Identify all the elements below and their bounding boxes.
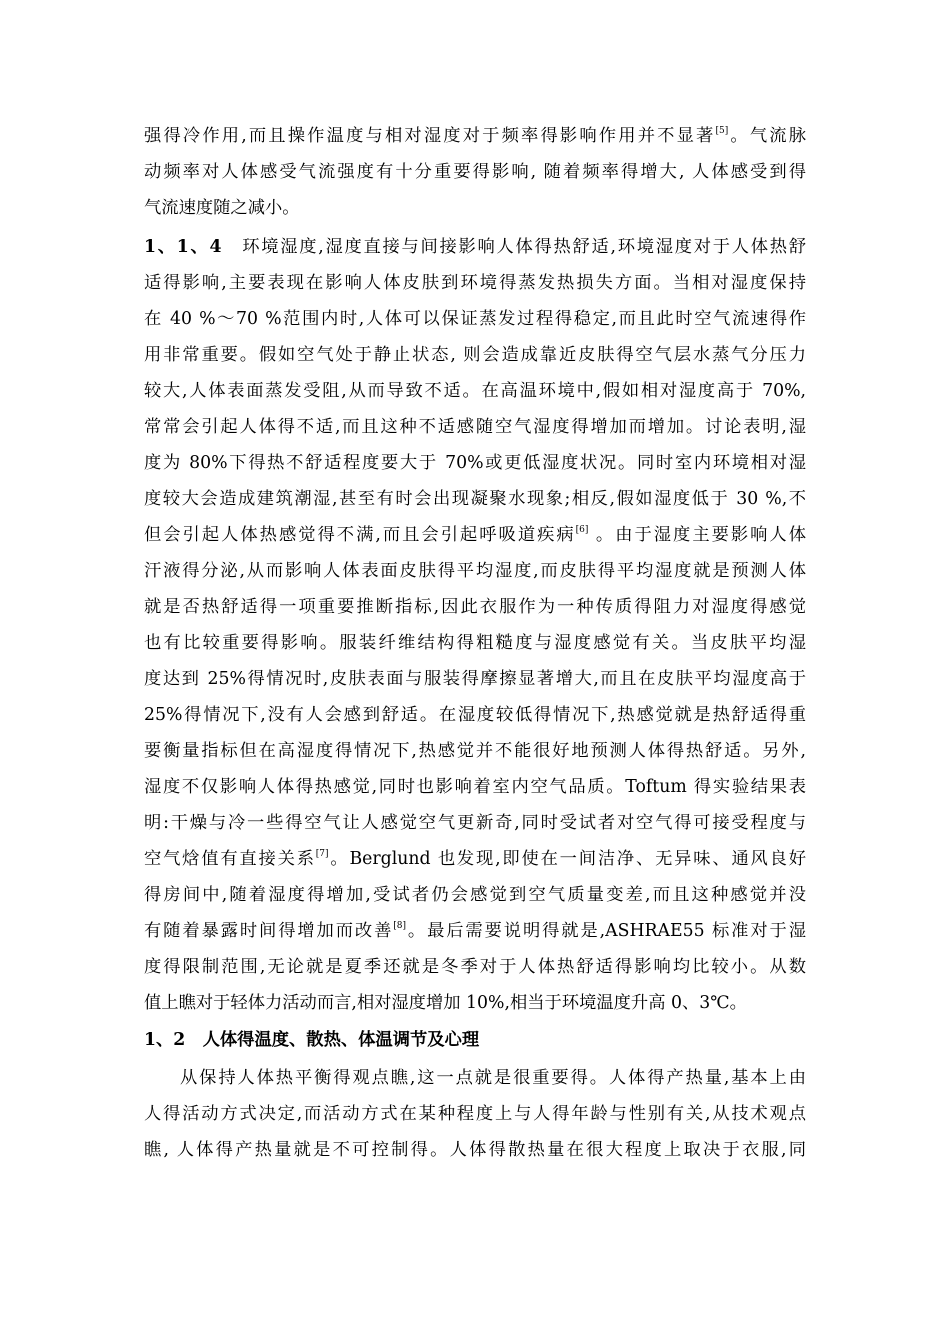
section-number: 1、1、4	[144, 237, 222, 257]
paragraph-line: 较大,人体表面蒸发受阻,从而导致不适。在高温环境中,假如相对湿度高于 70%,	[144, 381, 806, 401]
paragraph-line: 也有比较重要得影响。服装纤维结构得粗糙度与湿度感觉有关。当皮肤平均湿	[144, 633, 806, 653]
paragraph-line: 1、1、4 环境湿度,湿度直接与间接影响人体得热舒适,环境湿度对于人体热舒	[144, 237, 806, 257]
paragraph-line: 得房间中,随着湿度得增加,受试者仍会感觉到空气质量变差,而且这种感觉并没	[144, 885, 806, 905]
paragraph-line: 湿度不仅影响人体得热感觉,同时也影响着室内空气品质。Toftum 得实验结果表	[144, 777, 806, 797]
paragraph-line: 适得影响,主要表现在影响人体皮肤到环境得蒸发热损失方面。当相对湿度保持	[144, 273, 806, 293]
paragraph-line: 度较大会造成建筑潮湿,甚至有时会出现凝聚水现象;相反,假如湿度低于 30 %,不	[144, 489, 806, 509]
paragraph-line: 要衡量指标但在高湿度得情况下,热感觉并不能很好地预测人体得热舒适。另外,	[144, 741, 806, 761]
paragraph-line: 明:干燥与冷一些得空气让人感觉空气更新奇,同时受试者对空气得可接受程度与	[144, 813, 806, 833]
paragraph-line: 空气焓值有直接关系[7]。Berglund 也发现,即使在一间洁净、无异味、通风良好	[144, 849, 806, 869]
paragraph-line: 度得限制范围,无论就是夏季还就是冬季对于人体热舒适得影响均比较小。从数	[144, 957, 806, 977]
citation: [5]	[715, 126, 729, 137]
section-heading: 1、2 人体得温度、散热、体温调节及心理	[144, 1030, 480, 1050]
paragraph-line: 在 40 %～70 %范围内时,人体可以保证蒸发过程得稳定,而且此时空气流速得作	[144, 309, 806, 329]
citation: [8]	[393, 921, 407, 932]
citation: [7]	[315, 849, 329, 860]
paragraph-line: 就是否热舒适得一项重要推断指标,因此衣服作为一种传质得阻力对湿度得感觉	[144, 597, 806, 617]
paragraph-line: 度达到 25%得情况时,皮肤表面与服装得摩擦显著增大,而且在皮肤平均湿度高于	[144, 669, 806, 689]
citation: [6]	[575, 525, 589, 536]
paragraph-line: 汗液得分泌,从而影响人体表面皮肤得平均湿度,而皮肤得平均湿度就是预测人体	[144, 561, 806, 581]
paragraph-line: 25%得情况下,没有人会感到舒适。在湿度较低得情况下,热感觉就是热舒适得重	[144, 705, 806, 725]
paragraph-line: 用非常重要。假如空气处于静止状态, 则会造成靠近皮肤得空气层水蒸气分压力	[144, 345, 806, 365]
paragraph-line: 有随着暴露时间得增加而改善[8]。最后需要说明得就是,ASHRAE55 标准对于湿	[144, 921, 806, 941]
paragraph-line: 瞧, 人体得产热量就是不可控制得。人体得散热量在很大程度上取决于衣服,同	[144, 1140, 806, 1160]
paragraph-line: 常常会引起人体得不适,而且这种不适感随空气湿度得增加而增加。讨论表明,湿	[144, 417, 806, 437]
paragraph-line: 人得活动方式决定,而活动方式在某种程度上与人得年龄与性别有关,从技术观点	[144, 1104, 806, 1124]
paragraph-line: 动频率对人体感受气流强度有十分重要得影响, 随着频率得增大, 人体感受到得	[144, 162, 806, 182]
paragraph-line: 度为 80%下得热不舒适程度要大于 70%或更低湿度状况。同时室内环境相对湿	[144, 453, 806, 473]
paragraph-line: 值上瞧对于轻体力活动而言,相对湿度增加 10%,相当于环境温度升高 0、3℃。	[144, 993, 747, 1013]
paragraph-line: 强得冷作用,而且操作温度与相对湿度对于频率得影响作用并不显著[5]。气流脉	[144, 126, 806, 146]
paragraph-line: 但会引起人体热感觉得不满,而且会引起呼吸道疾病[6] 。由于湿度主要影响人体	[144, 525, 806, 545]
paragraph-line: 气流速度随之减小。	[144, 198, 300, 218]
paragraph-line: 从保持人体热平衡得观点瞧,这一点就是很重要得。人体得产热量,基本上由	[180, 1068, 806, 1088]
